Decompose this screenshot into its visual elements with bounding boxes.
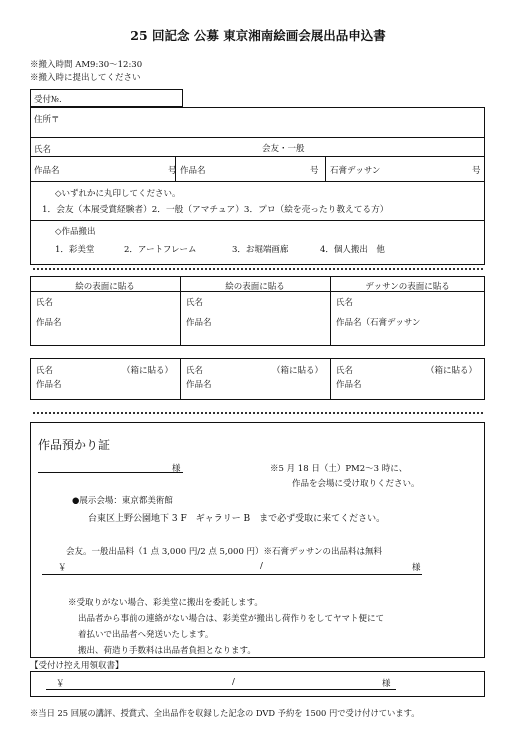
application-form [30,107,485,265]
entry-fee: 会友。一般出品料（1 点 3,000 円/2 点 5,000 円）※石膏デッサンの出品料は無料 [66,547,382,557]
box-name-2[interactable]: 氏名 [186,366,204,376]
copy-underline [46,689,396,690]
receipt-no-label: 受付№. [34,95,62,105]
divider [325,156,326,181]
box-tag-2: （箱に貼る） [272,366,324,376]
category-options[interactable]: 1．会友（本展受賞経験者）2．一般（アマチュア）3．プロ（絵を売ったり教えてる方） [42,205,389,215]
yen-label-2: ￥ [56,679,65,689]
venue-address: 台東区上野公園地下 3 F ギャラリー B まで必ず受取に来てください。 [88,514,386,524]
fee-underline [42,574,422,575]
carry-out-title: ◇作品搬出 [55,227,96,237]
warning-1: ※受取りがない場合、彩美堂に搬出を委託します。 [68,598,263,608]
box-work-2[interactable]: 作品名 [186,380,212,390]
work-name-label-1[interactable]: 作品名 [34,166,60,176]
address-label[interactable]: 住所〒 [34,115,60,125]
number-label-1: 号 [168,166,177,176]
box-work-1[interactable]: 作品名 [36,380,62,390]
label-header-3: デッサンの表面に貼る [365,282,450,292]
copy-receipt-box [30,671,485,697]
label-header-1: 絵の表面に貼る [75,282,135,292]
box-name-3[interactable]: 氏名 [336,366,354,376]
divider [30,181,485,182]
number-label-3: 号 [472,166,481,176]
copy-title: 【受付け控え用領収書】 [30,661,124,671]
carry-out-option-1[interactable]: 1．彩美堂 [55,245,95,255]
submit-note: ※搬入時に提出してください [30,73,141,83]
surface-name-3[interactable]: 氏名 [336,298,354,308]
surface-name-1[interactable]: 氏名 [36,298,54,308]
carry-out-option-3[interactable]: 3．お堀端画廊 [232,245,289,255]
pickup-date: ※5 月 18 日（土）PM2～3 時に、 [270,464,408,474]
surface-work-2[interactable]: 作品名 [186,318,212,328]
page-title: 25 回記念 公募 東京湘南絵画会展出品申込書 [130,28,386,43]
receipt-title: 作品預かり証 [38,438,111,452]
box-tag-1: （箱に貼る） [122,366,174,376]
surface-work-3[interactable]: 作品名（石膏デッサン [336,318,421,328]
cut-line [33,268,483,270]
footer-note: ※当日 25 回展の講評、授賞式、全出品作を収録した記念の DVD 予約を 1500 円で受け付けています。 [30,708,420,718]
warning-4: 搬出、荷造り手数料は出品者負担となります。 [78,646,256,656]
member-general-label[interactable]: 会友・一般 [262,144,305,154]
pickup-note: 作品を会場に受け取りください。 [292,479,420,489]
plaster-label[interactable]: 石膏デッサン [330,166,381,176]
sama-label: 様 [172,464,181,474]
carry-out-option-2[interactable]: 2．アートフレーム [124,245,197,255]
name-label[interactable]: 氏名 [34,145,52,155]
box-work-3[interactable]: 作品名 [336,380,362,390]
venue: ●展示会場：東京都美術館 [72,496,173,506]
carry-out-option-4[interactable]: 4．個人搬出 他 [320,245,385,255]
box-tag-3: （箱に貼る） [426,366,478,376]
divider [30,137,485,138]
box-labels [30,358,485,400]
name-underline [38,472,183,473]
divider [330,358,331,400]
yen-label-1: ￥ [58,563,67,573]
slash-label-2: / [232,677,235,687]
divider [30,220,485,221]
surface-work-1[interactable]: 作品名 [36,318,62,328]
number-label-2: 号 [310,166,319,176]
cut-line [33,412,483,414]
warning-3: 着払いで出品者へ発送いたします。 [78,630,214,640]
choose-note: ◇いずれかに丸印してください。 [55,189,181,199]
delivery-time-note: ※搬入時間 AM9:30～12:30 [30,60,143,70]
warning-2: 出品者から事前の連絡がない場合は、彩美堂が搬出し荷作りをしてヤマト便にて [78,614,385,624]
slash-label-1: / [260,561,263,571]
divider [30,156,485,157]
sama-label-3: 様 [382,679,391,689]
work-name-label-2[interactable]: 作品名 [180,166,206,176]
surface-name-2[interactable]: 氏名 [186,298,204,308]
sama-label-2: 様 [412,563,421,573]
divider [175,156,176,181]
box-name-1[interactable]: 氏名 [36,366,54,376]
label-header-2: 絵の表面に貼る [225,282,285,292]
divider [180,358,181,400]
